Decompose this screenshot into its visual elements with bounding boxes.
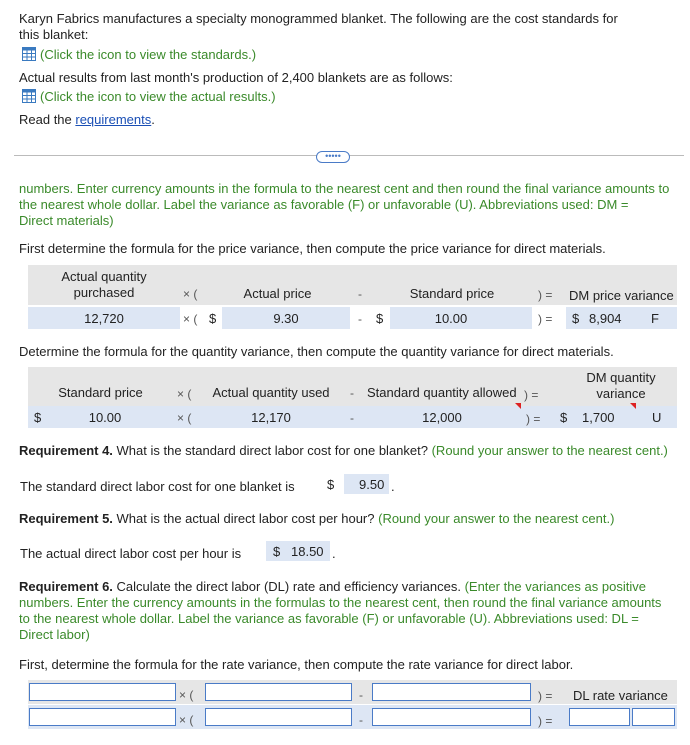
dollar-sign: $: [34, 410, 42, 425]
instructions-line3: Direct materials): [19, 213, 114, 228]
error-flag-icon: [630, 403, 636, 409]
period: .: [391, 479, 395, 494]
quantity-variance-label[interactable]: U: [652, 410, 662, 425]
price-variance-label: F: [651, 311, 659, 326]
table-grid-icon[interactable]: [22, 47, 36, 61]
dollar-sign: $: [273, 544, 281, 559]
close-equals: ) =: [524, 388, 539, 402]
requirement-text: What is the actual direct labor cost per hour?: [112, 511, 375, 526]
qty-standard-price-value[interactable]: 10.00: [88, 410, 122, 425]
price-actual-qty-value: 12,720: [84, 311, 124, 326]
requirement-hint: Direct labor): [19, 627, 90, 642]
minus-symbol: -: [358, 312, 362, 326]
dollar-sign: $: [572, 311, 580, 326]
rate-header-col2-input[interactable]: [205, 683, 352, 701]
requirement-5-question: [19, 511, 614, 526]
times-symbol: × (: [183, 312, 198, 326]
times-symbol: × (: [179, 713, 194, 727]
standard-dl-cost-value: 9.50: [359, 477, 385, 492]
standards-link-row[interactable]: [22, 47, 256, 62]
requirement-hint: numbers. Enter the currency amounts in the formulas to the nearest cent, then round the final variance amounts: [19, 595, 662, 610]
requirement-hint: to the nearest whole dollar. Label the variance as favorable (F) or unfavorable (U). Abbreviations used: DL =: [19, 611, 639, 626]
qty-header-standard-qty: Standard quantity allowed: [367, 385, 517, 400]
actual-dl-rate-value: 18.50: [291, 544, 324, 559]
price-variance-prompt: First determine the formula for the price variance, then compute the price variance for direct materials.: [19, 241, 606, 256]
dollar-sign: $: [209, 311, 217, 326]
requirement-text: What is the standard direct labor cost for one blanket?: [112, 443, 428, 458]
more-button[interactable]: •••••: [316, 151, 350, 163]
rate-variance-prompt: First, determine the formula for the rate variance, then compute the rate variance for direct labor.: [19, 657, 574, 672]
error-flag-icon: [515, 403, 521, 409]
qty-actual-qty-value[interactable]: 12,170: [251, 410, 291, 425]
actual-results-text: Actual results from last month's production of 2,400 blankets are as follows:: [19, 70, 453, 85]
minus-symbol: -: [359, 713, 363, 727]
price-actual-price-value: 9.30: [273, 311, 299, 326]
quantity-variance-amount[interactable]: 1,700: [582, 410, 615, 425]
close-equals: ) =: [526, 412, 541, 426]
header-text: DM quantity: [586, 370, 656, 385]
header-text: purchased: [73, 285, 135, 300]
price-variance-amount: 8,904: [589, 311, 622, 326]
requirement-6-question: [19, 579, 684, 643]
actual-results-link-row[interactable]: [22, 89, 276, 104]
times-symbol: × (: [177, 387, 192, 401]
requirements-link[interactable]: requirements: [75, 112, 152, 127]
requirement-heading: Requirement 6.: [19, 579, 113, 594]
req4-answer-label: The standard direct labor cost for one blanket is: [20, 479, 295, 494]
minus-symbol: -: [359, 688, 363, 702]
rate-col2-input[interactable]: [205, 708, 352, 726]
dollar-sign: $: [560, 410, 568, 425]
rate-header-col1-input[interactable]: [29, 683, 176, 701]
rate-col1-input[interactable]: [29, 708, 176, 726]
read-the-text: Read the: [19, 112, 76, 127]
actual-results-link[interactable]: (Click the icon to view the actual results.): [40, 89, 276, 104]
times-symbol: × (: [179, 688, 194, 702]
requirement-hint: (Enter the variances as positive: [460, 579, 646, 594]
dollar-sign: $: [327, 477, 335, 492]
requirement-hint: (Round your answer to the nearest cent.): [427, 443, 668, 458]
close-equals: ) =: [538, 689, 553, 703]
close-equals: ) =: [538, 288, 553, 302]
period: .: [332, 546, 336, 561]
quantity-variance-prompt: Determine the formula for the quantity variance, then compute the quantity variance for direct materials.: [19, 344, 614, 359]
qty-header-result: [569, 370, 673, 402]
rate-col3-input[interactable]: [372, 708, 531, 726]
minus-symbol: -: [350, 411, 354, 425]
period: .: [151, 112, 155, 127]
intro-text-line1: Karyn Fabrics manufactures a specialty monogrammed blanket. The following are the cost standards for: [19, 11, 618, 26]
requirement-heading: Requirement 5.: [19, 511, 113, 526]
price-header-actual-qty: [28, 269, 180, 301]
price-header-standard-price: Standard price: [409, 286, 495, 301]
qty-header-actual-qty: Actual quantity used: [212, 385, 330, 400]
price-header-result: DM price variance: [569, 288, 674, 303]
read-requirements-line: [19, 112, 155, 127]
req5-answer-label: The actual direct labor cost per hour is: [20, 546, 242, 561]
times-symbol: × (: [177, 411, 192, 425]
rate-variance-amount-input[interactable]: [569, 708, 630, 726]
price-standard-price-value: 10.00: [434, 311, 468, 326]
price-header-actual-price: Actual price: [243, 286, 312, 301]
header-text: variance: [596, 386, 646, 401]
close-equals: ) =: [538, 714, 553, 728]
requirement-4-question: [19, 443, 668, 458]
times-symbol: × (: [183, 287, 198, 301]
close-equals: ) =: [538, 312, 553, 326]
requirement-heading: Requirement 4.: [19, 443, 113, 458]
instructions-line1: numbers. Enter currency amounts in the formula to the nearest cent and then round the final variance amounts to: [19, 181, 670, 196]
table-grid-icon[interactable]: [22, 89, 36, 103]
rate-header-col3-input[interactable]: [372, 683, 531, 701]
qty-header-standard-price: Standard price: [58, 385, 143, 400]
qty-standard-qty-value[interactable]: 12,000: [422, 410, 462, 425]
requirement-hint: (Round your answer to the nearest cent.): [374, 511, 615, 526]
instructions-line2: the nearest whole dollar. Label the variance as favorable (F) or unfavorable (U). Abbreviations used: DM =: [19, 197, 629, 212]
standards-link[interactable]: (Click the icon to view the standards.): [40, 47, 257, 62]
rate-variance-label-input[interactable]: [632, 708, 675, 726]
header-text: Actual quantity: [61, 269, 147, 284]
rate-variance-result-label: DL rate variance: [573, 688, 668, 703]
requirement-text: Calculate the direct labor (DL) rate and efficiency variances.: [112, 579, 461, 594]
dollar-sign: $: [376, 311, 384, 326]
intro-text-line2: this blanket:: [19, 27, 89, 42]
minus-symbol: -: [358, 287, 362, 301]
minus-symbol: -: [350, 386, 354, 400]
